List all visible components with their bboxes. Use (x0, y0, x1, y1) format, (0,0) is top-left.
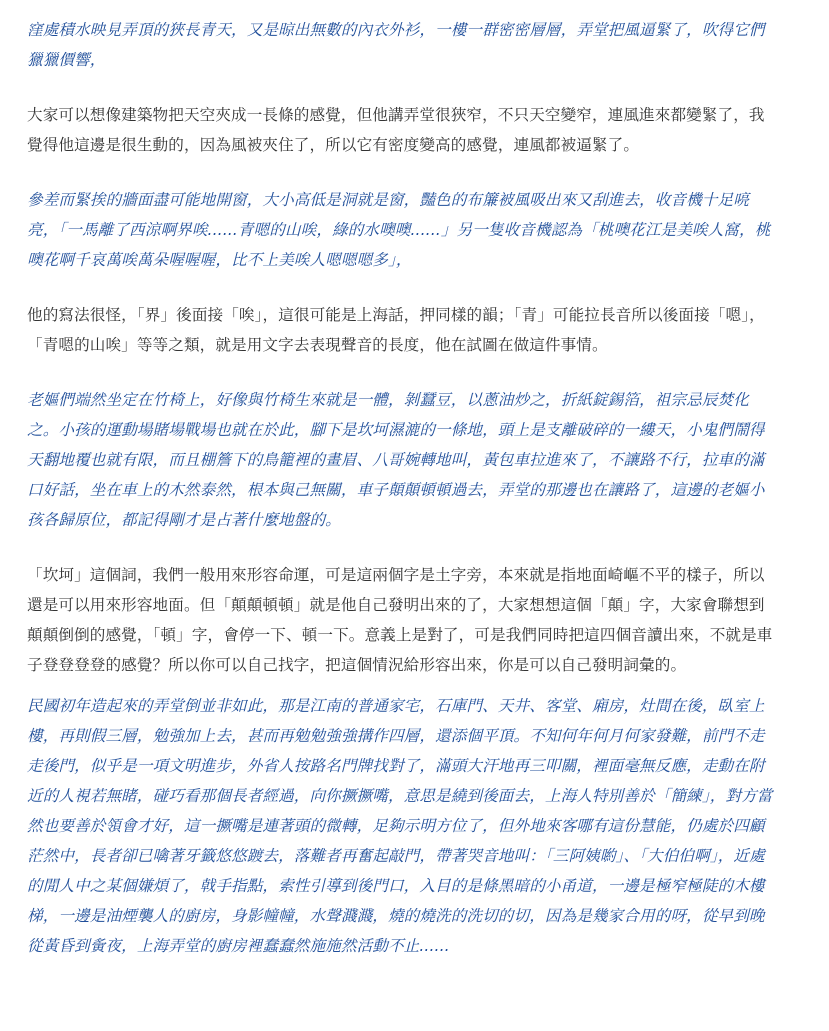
quote-paragraph-2: 參差而緊挨的牆面盡可能地開窗，大小高低是洞就是窗，豔色的布簾被風吸出來又刮進去，收音機十足喨亮，「一馬離了西涼啊界唉......青嗯的山唉，綠的水噢噢......」另一隻收音機認為「桃噢花江是美唉人窩，桃噢花啊千哀萬唉萬朵喔喔喔，比不上美唉人嗯嗯嗯多」， (27, 191, 771, 269)
commentary-paragraph-1: 大家可以想像建築物把天空夾成一長條的感覺，但他講弄堂很狹窄，不只天空變窄，連風進來都變緊了，我覺得他這邊是很生動的，因為風被夾住了，所以它有密度變高的感覺，連風都被逼緊了。 (27, 106, 765, 154)
quote-paragraph-1: 窪處積水映見弄頂的狹長青天，又是晾出無數的內衣外衫，一樓一群密密層層，弄堂把風逼緊了，吹得它們獵獵價響， (27, 21, 765, 69)
commentary-paragraph-2: 他的寫法很怪，「界」後面接「唉」，這很可能是上海話，押同樣的韻；「青」可能拉長音所以後面接「嗯」，「青嗯的山唉」等等之類，就是用文字去表現聲音的長度，他在試圖在做這件事情。 (27, 306, 765, 354)
quote-paragraph-4: 民國初年造起來的弄堂倒並非如此，那是江南的普通家宅，石庫門、天井、客堂、廂房，灶間在後，臥室上樓，再則假三層，勉強加上去，甚而再勉勉強強搆作四層，還添個平頂。不知何年何月何家發難，前門不走走後門，似乎是一項文明進步，外省人按路名門牌找對了，滿頭大汗地再三叩關，裡面毫無反應，走動在附近的人視若無睹，碰巧看那個長者經過，向你撅撅嘴，意思是繞到後面去，上海人特別善於「簡練」，對方當然也要善於領會才好，這一撅嘴是連著頭的微轉，足夠示明方位了，但外地來客哪有這份慧能，仍處於四顧茫然中，長者卻已噙著牙籤悠悠踱去，落難者再奮起敲門，帶著哭音地叫：「三阿姨喲」、「大伯伯啊」，近處的閒人中之某個嫌煩了，戟手指點，索性引導到後門口，入目的是條黑暗的小甬道，一邊是極窄極陡的木樓梯，一邊是油煙襲人的廚房，身影幢幢，水聲濺濺，燒的燒洗的洗切的切，因為是幾家合用的呀，從早到晚從黃昏到夤夜，上海弄堂的廚房裡蠢蠢然施施然活動不止...... (27, 697, 773, 955)
quote-paragraph-3: 老嫗們端然坐定在竹椅上，好像與竹椅生來就是一體，剝蠶豆，以蔥油炒之，折紙錠錫箔，祖宗忌辰焚化之。小孩的運動場賭場戰場也就在於此，腳下是坎坷濕漉的一條地，頭上是支離破碎的一縷天，小鬼們鬧得天翻地覆也就有限，而且棚簷下的鳥籠裡的畫眉、八哥婉轉地叫，黃包車拉進來了，不讓路不行，拉車的滿口好話，坐在車上的木然泰然，根本與己無關，車子顛顛頓頓過去，弄堂的那邊也在讓路了，這邊的老嫗小孩各歸原位，都記得剛才是占著什麼地盤的。 (27, 391, 765, 529)
commentary-paragraph-3: 「坎坷」這個詞，我們一般用來形容命運，可是這兩個字是土字旁，本來就是指地面崎嶇不平的樣子，所以還是可以用來形容地面。但「顛顛頓頓」就是他自己發明出來的了，大家想想這個「顛」字，大家會聯想到顛顛倒倒的感覺，「頓」字，會停一下、頓一下。意義上是對了，可是我們同時把這四個音讀出來，不就是車子登登登登的感覺？所以你可以自己找字，把這個情況給形容出來，你是可以自己發明詞彙的。 (27, 566, 773, 674)
article-body (27, 15, 779, 961)
